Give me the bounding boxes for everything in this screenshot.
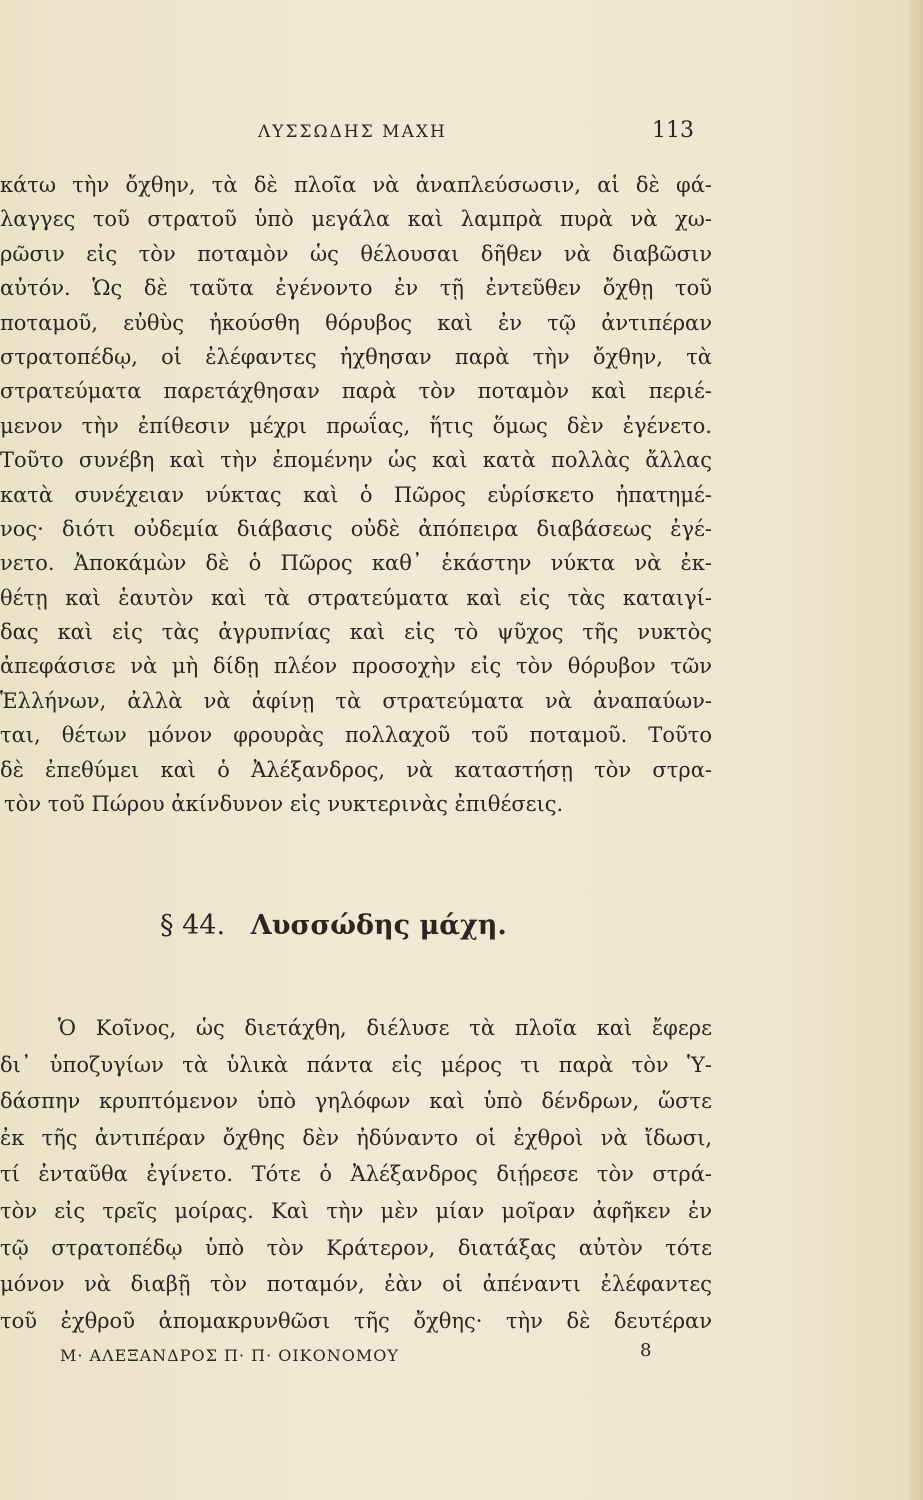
text-line: στρατεύματα παρετάχθησαν παρὰ τὸν ποταμὸν καὶ περιέ- [0,379,712,404]
text-line: τοῦ ἐχθροῦ ἀπομακρυνθῶσι τῆς ὄχθης· τὴν δὲ δευτέραν [0,1308,712,1333]
text-line: στρατοπέδῳ, οἱ ἐλέφαντες ἠχθησαν παρὰ τὴν ὄχθην, τὰ [0,344,712,369]
text-line: ποταμοῦ, εὐθὺς ἠκούσθη θόρυβος καὶ ἐν τῷ ἀντιπέραν [0,310,712,335]
text-line: μόνον νὰ διαβῇ τὸν ποταμόν, ἐὰν οἱ ἀπέναντι ἐλέφαντες [0,1272,712,1297]
text-line: αὐτόν. Ὡς δὲ ταῦτα ἐγένοντο ἐν τῇ ἐντεῦθεν ὄχθῃ τοῦ [0,276,712,301]
printer-signature: Μ· ΑΛΕΞΑΝΔΡΟΣ Π· Π· ΟΙΚΟΝΟΜΟΥ [60,1346,399,1365]
text-line: τῷ στρατοπέδῳ ὑπὸ τὸν Κράτερον, διατάξας αὐτὸν τότε [0,1235,712,1260]
text-line: λαγγες τοῦ στρατοῦ ὑπὸ μεγάλα καὶ λαμπρὰ πυρὰ νὰ χω- [0,207,712,232]
text-line: θέτῃ καὶ ἑαυτὸν καὶ τὰ στρατεύματα καὶ εἰς τὰς καταιγί- [0,585,712,610]
section-number: § 44. [160,910,226,941]
paragraph-2 [0,1010,712,1339]
text-line: ται, θέτων μόνον φρουρὰς πολλαχοῦ τοῦ ποταμοῦ. Τοῦτο [0,723,712,748]
signature-line [0,1340,923,1380]
text-line: δὲ ἐπεθύμει καὶ ὁ Ἀλέξανδρος, νὰ καταστήσῃ τὸν στρα- [0,757,712,782]
text-line: τί ἐνταῦθα ἐγίνετο. Τότε ὁ Ἀλέξανδρος διῄρεσε τὸν στρά- [0,1162,712,1187]
running-head-title: ΛΥΣΣΩΔΗΣ ΜΑΧΗ [258,122,447,142]
text-line: Τοῦτο συνέβη καὶ τὴν ἐπομένην ὡς καὶ κατὰ πολλὰς ἄλλας [0,448,712,473]
text-line: κάτω τὴν ὄχθην, τὰ δὲ πλοῖα νὰ ἀναπλεύσωσιν, αἱ δὲ φά- [0,173,712,197]
running-head [0,118,923,148]
text-line: ἀπεφάσισε νὰ μὴ δίδῃ πλέον προσοχὴν εἰς τὸν θόρυβον τῶν [0,654,712,679]
text-line: ἐκ τῆς ἀντιπέραν ὄχθης δὲν ἠδύναντο οἱ ἐχθροὶ νὰ ἴδωσι, [0,1125,712,1150]
text-line: δι᾽ ὑποζυγίων τὰ ὑλικὰ πάντα εἰς μέρος τι παρὰ τὸν Ὑ- [0,1052,712,1077]
text-line: μενον τὴν ἐπίθεσιν μέχρι πρωΐας, ἥτις ὅμως δὲν ἐγένετο. [0,413,712,438]
signature-number: 8 [640,1340,652,1361]
text-line: νετο. Ἀποκάμὼν δὲ ὁ Πῶρος καθ᾽ ἑκάστην νύκτα νὰ ἐκ- [0,551,712,576]
text-line: δάσπην κρυπτόμενον ὑπὸ γηλόφων καὶ ὑπὸ δένδρων, ὥστε [0,1089,712,1114]
text-line: τὸν εἰς τρεῖς μοίρας. Καὶ τὴν μὲν μίαν μοῖραν ἀφῆκεν ἐν [0,1198,712,1223]
text-line: Ἑλλήνων, ἀλλὰ νὰ ἀφίνῃ τὰ στρατεύματα νὰ ἀναπαύων- [0,688,712,713]
section-heading [160,910,507,941]
text-line: κατὰ συνέχειαν νύκτας καὶ ὁ Πῶρος εὑρίσκετο ἠπατημέ- [0,482,712,507]
text-line: ρῶσιν εἰς τὸν ποταμὸν ὡς θέλουσαι δῆθεν νὰ διαβῶσιν [0,241,712,266]
text-line: τὸν τοῦ Πώρου ἀκίνδυνον εἰς νυκτερινὰς ἐπιθέσεις. [4,792,564,817]
page-number: 113 [652,118,694,143]
page-edge [909,0,923,1500]
text-line: δας καὶ εἰς τὰς ἀγρυπνίας καὶ εἰς τὸ ψῦχος τῆς νυκτὸς [0,620,712,645]
text-line: Ὁ Κοῖνος, ὡς διετάχθη, διέλυσε τὰ πλοῖα καὶ ἔφερε [58,1016,712,1040]
text-line: νος· διότι οὐδεμία διάβασις οὐδὲ ἀπόπειρα διαβάσεως ἐγέ- [0,516,712,541]
section-title: Λυσσώδης μάχη. [250,910,507,941]
paragraph-1 [0,168,712,821]
